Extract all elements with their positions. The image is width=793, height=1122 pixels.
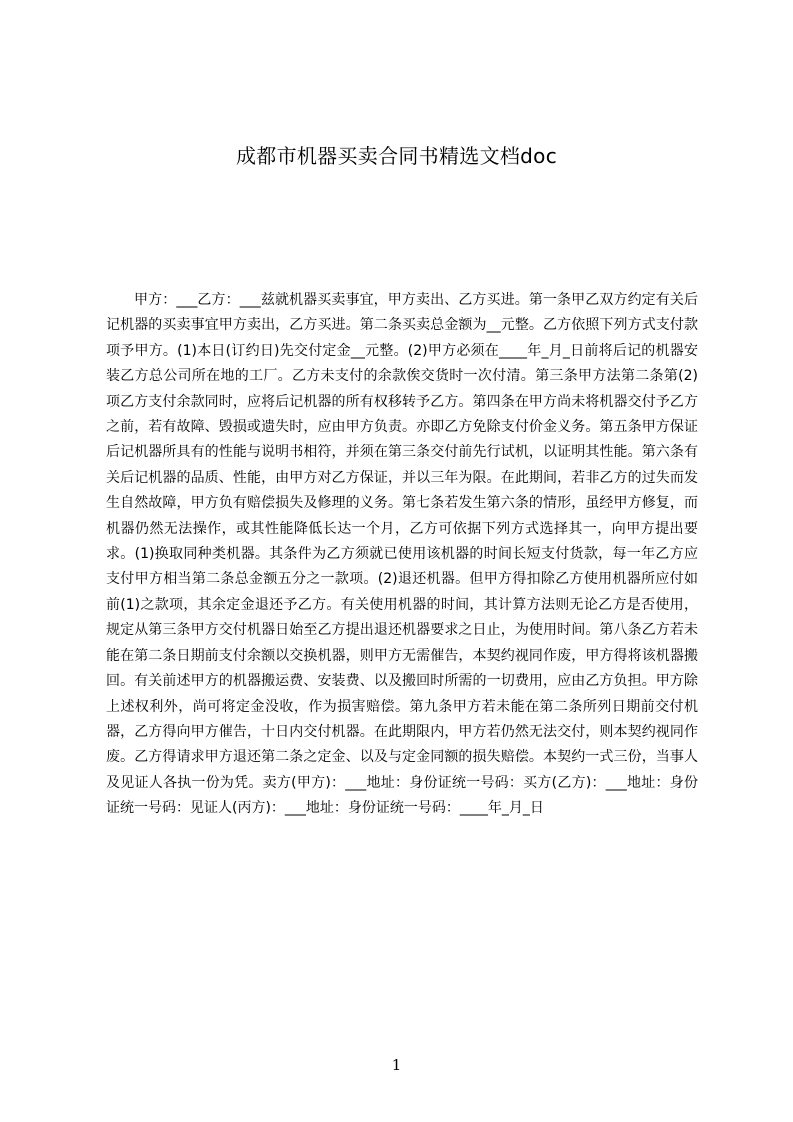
contract-body-text: 甲方：___乙方：___兹就机器买卖事宜，甲方卖出、乙方买进。第一条甲乙双方约定有关后记机器的买卖事宜甲方卖出，乙方买进。第二条买卖总金额为__元整。乙方依照下列方式支付款项予甲方。(1)本日(订约日)先交付定金__元整。(2)甲方必须在____年_月_日前将后记的机器安装乙方总公司所在地的工厂。乙方未支付的余款俟交货时一次付清。第三条甲方法第二条第(2)项乙方支付余款同时，应将后记机器的所有权移转予乙方。第四条在甲方尚未将机器交付予乙方之前，若有故障、毁损或遗失时，应由甲方负责。亦即乙方免除支付价金义务。第五条甲方保证后记机器所具有的性能与说明书相符，并须在第三条交付前先行试机，以证明其性能。第六条有关后记机器的品质、性能，由甲方对乙方保证，并以三年为限。在此期间，若非乙方的过失而发生自然故障，甲方负有赔偿损失及修理的义务。第七条若发生第六条的情形，虽经甲方修复，而机器仍然无法操作，或其性能降低长达一个月，乙方可依据下列方式选择其一，向甲方提出要求。(1)换取同种类机器。其条件为乙方须就已使用该机器的时间长短支付货款，每一年乙方应支付甲方相当第二条总金额五分之一款项。(2)退还机器。但甲方得扣除乙方使用机器所应付如前(1)之款项，其余定金退还予乙方。有关使用机器的时间，其计算方法则无论乙方是否使用，规定从第三条甲方交付机器日始至乙方提出退还机器要求之日止，为使用时间。第八条乙方若未能在第二条日期前支付余额以交换机器，则甲方无需催告，本契约视同作废，甲方得将该机器搬回。有关前述甲方的机器搬运费、安装费、以及搬回时所需的一切费用，应由乙方负担。甲方除上述权利外，尚可将定金没收，作为损害赔偿。第九条甲方若未能在第二条所列日期前交付机器，乙方得向甲方催告，十日内交付机器。在此期限内，甲方若仍然无法交付，则本契约视同作废。乙方得请求甲方退还第二条之定金、以及与定金同额的损失赔偿。本契约一式三份，当事人及见证人各执一份为凭。卖方(甲方)：___地址：身份证统一号码：买方(乙方)：___地址：身份证统一号码：见证人(丙方)：___地址：身份证统一号码：____年_月_日 [106,292,698,817]
page-number: 1 [391,1056,402,1074]
document-title: 成都市机器买卖合同书精选文档doc [235,144,558,168]
